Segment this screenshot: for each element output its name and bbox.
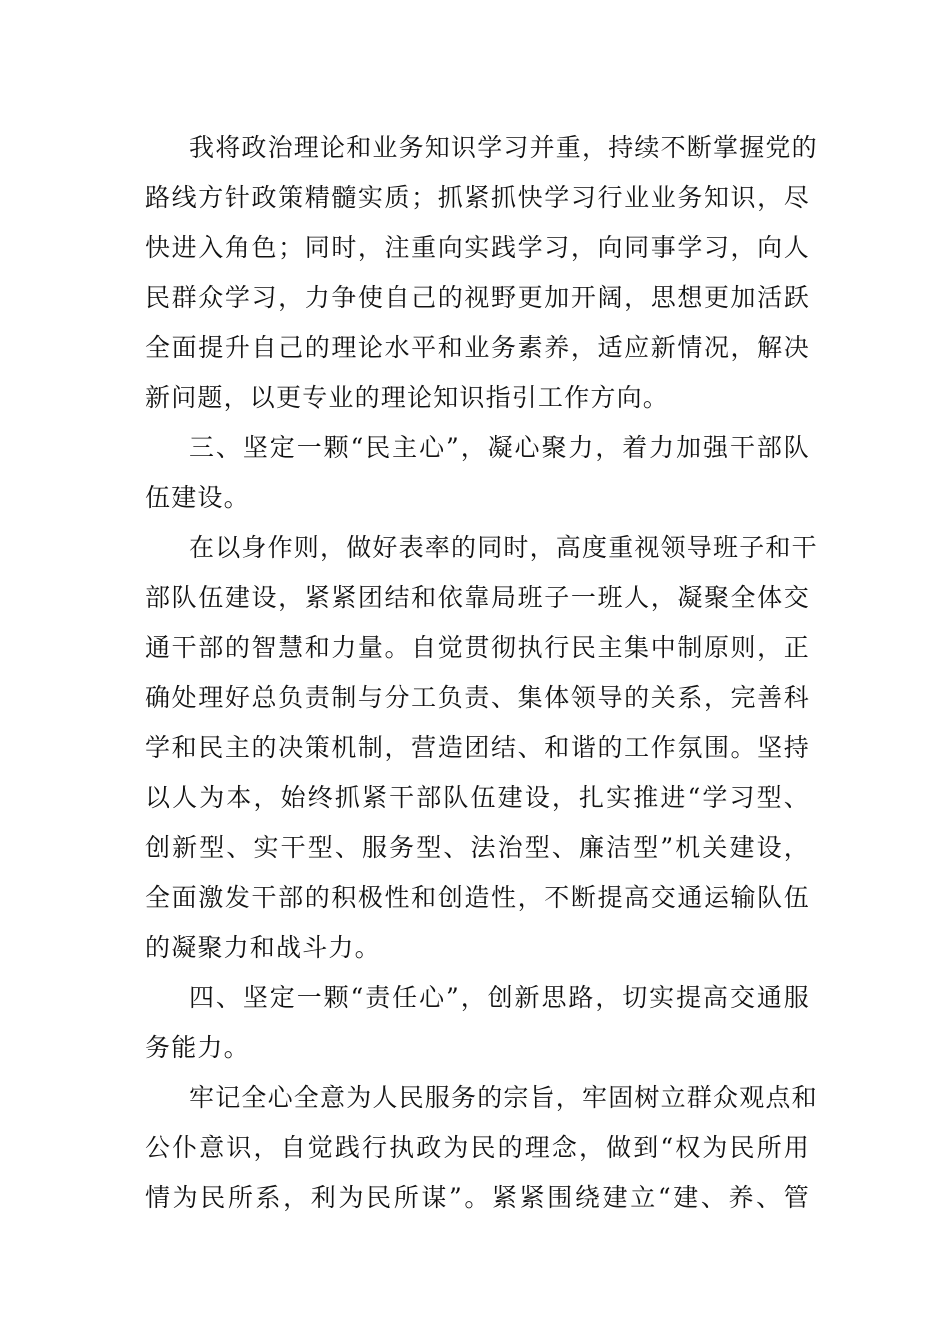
section-heading-line: 务能力。 (145, 1033, 250, 1062)
paragraph-line: 学和民主的决策机制，营造团结、和谐的工作氛围。坚持 (145, 733, 810, 762)
paragraph-line: 路线方针政策精髓实质；抓紧抓快学习行业业务知识，尽 (145, 183, 810, 212)
paragraph-line: 在以身作则，做好表率的同时，高度重视领导班子和干 (189, 533, 818, 562)
section-heading-line: 伍建设。 (145, 483, 250, 512)
paragraph-line: 以人为本，始终抓紧干部队伍建设，扎实推进“学习型、 (145, 783, 810, 812)
paragraph-line: 创新型、实干型、服务型、法治型、廉洁型”机关建设， (145, 833, 810, 862)
paragraph-line: 全面提升自己的理论水平和业务素养，适应新情况，解决 (145, 333, 810, 362)
section-heading-line: 三、坚定一颗“民主心”，凝心聚力，着力加强干部队 (189, 433, 810, 462)
paragraph-line: 确处理好总负责制与分工负责、集体领导的关系，完善科 (145, 683, 810, 712)
paragraph-line: 新问题，以更专业的理论知识指引工作方向。 (145, 383, 670, 412)
paragraph-line: 民群众学习，力争使自己的视野更加开阔，思想更加活跃 (145, 283, 810, 312)
paragraph-line: 公仆意识，自觉践行执政为民的理念，做到“权为民所用 (145, 1133, 810, 1162)
paragraph-line: 牢记全心全意为人民服务的宗旨，牢固树立群众观点和 (189, 1083, 818, 1112)
paragraph-line: 全面激发干部的积极性和创造性，不断提高交通运输队伍 (145, 883, 810, 912)
section-heading-line: 四、坚定一颗“责任心”，创新思路，切实提高交通服 (189, 983, 810, 1012)
paragraph-line: 我将政治理论和业务知识学习并重，持续不断掌握党的 (189, 133, 818, 162)
paragraph-line: 快进入角色；同时，注重向实践学习，向同事学习，向人 (145, 233, 810, 262)
paragraph-line: 通干部的智慧和力量。自觉贯彻执行民主集中制原则，正 (145, 633, 810, 662)
paragraph-line: 的凝聚力和战斗力。 (145, 933, 381, 962)
paragraph-line: 情为民所系，利为民所谋”。紧紧围绕建立“建、养、管 (145, 1183, 810, 1212)
paragraph-line: 部队伍建设，紧紧团结和依靠局班子一班人，凝聚全体交 (145, 583, 810, 612)
document-body (145, 123, 818, 1223)
